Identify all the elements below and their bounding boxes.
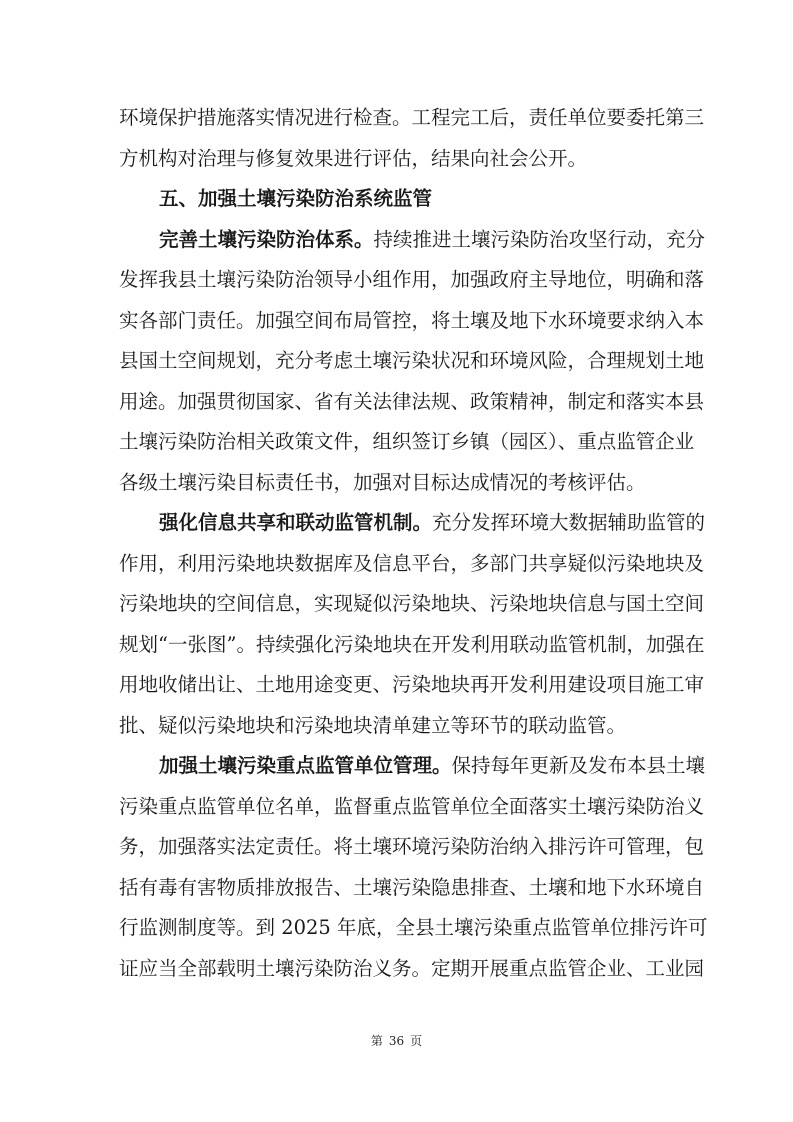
paragraph-first-line	[119, 503, 706, 544]
paragraph-first-line	[119, 746, 706, 787]
text-line: 用地收储出让、土地用途变更、污染地块再开发利用建设项目施工审	[119, 673, 705, 696]
text-line: 务，加强落实法定责任。将土壤环境污染防治纳入排污许可管理，包	[119, 835, 705, 858]
page-footer	[0, 1032, 793, 1049]
text-line: 括有毒有害物质排放报告、土壤污染隐患排查、土壤和地下水环境自	[119, 875, 705, 899]
text-line: 用途。加强贯彻国家、省有关法律法规、政策精神，制定和落实本县	[119, 389, 705, 413]
paragraph-first-line	[119, 220, 706, 261]
paragraph-lead: 完善土壤污染防治体系。	[159, 227, 374, 251]
paragraph-key-units	[119, 746, 708, 989]
document-body	[119, 98, 708, 989]
paragraph-soil-system	[119, 220, 706, 504]
page-number: 36	[388, 1034, 405, 1048]
paragraph-text: 保持每年更新及发布本县土壤	[451, 754, 706, 777]
text-line: 实各部门责任。加强空间布局管控，将土壤及地下水环境要求纳入本	[119, 308, 705, 332]
text-line: 县国土空间规划，充分考虑土壤污染状况和环境风险，合理规划土地	[119, 349, 705, 372]
paragraph-lead: 强化信息共享和联动监管机制。	[159, 511, 433, 534]
text-line: 作用，利用污染地块数据库及信息平台，多部门共享疑似污染地块及	[119, 551, 705, 575]
paragraph-text: 充分发挥环境大数据辅助监管的	[432, 511, 706, 534]
text-line: 方机构对治理与修复效果进行评估，结果向社会公开。	[119, 146, 588, 170]
text-line: 污染地块的空间信息，实现疑似污染地块、污染地块信息与国土空间	[119, 592, 705, 615]
text-line: 环境保护措施落实情况进行检查。工程完工后，责任单位要委托第三	[119, 106, 705, 129]
text-line: 批、疑似污染地块和污染地块清单建立等环节的联动监管。	[119, 713, 627, 737]
section-heading: 五、加强土壤污染防治系统监管	[159, 187, 433, 210]
paragraph-info-sharing	[119, 503, 706, 746]
continuation-paragraph	[119, 98, 705, 179]
text-line: 发挥我县土壤污染防治领导小组作用，加强政府主导地位，明确和落	[119, 268, 705, 291]
text-line: 证应当全部载明土壤污染防治义务。定期开展重点监管企业、工业园	[119, 956, 705, 980]
text-line: 土壤污染防治相关政策文件，组织签订乡镇（园区）、重点监管企业	[119, 430, 695, 453]
text-line: 规划“一张图”。持续强化污染地块在开发利用联动监管机制，加强在	[119, 632, 705, 656]
text-line: 污染重点监管单位名单，监督重点监管单位全面落实土壤污染防治义	[119, 794, 705, 818]
paragraph-lead: 加强土壤污染重点监管单位管理。	[159, 754, 452, 777]
page-label-prefix: 第	[370, 1034, 383, 1048]
text-line: 各级土壤污染目标责任书，加强对目标达成情况的考核评估。	[119, 470, 646, 494]
text-line: 行监测制度等。到 2025 年底，全县土壤污染重点监管单位排污许可	[119, 916, 708, 939]
paragraph-text: 持续推进土壤污染防治攻坚行动，充分	[373, 227, 706, 251]
page-label-suffix: 页	[410, 1034, 423, 1048]
